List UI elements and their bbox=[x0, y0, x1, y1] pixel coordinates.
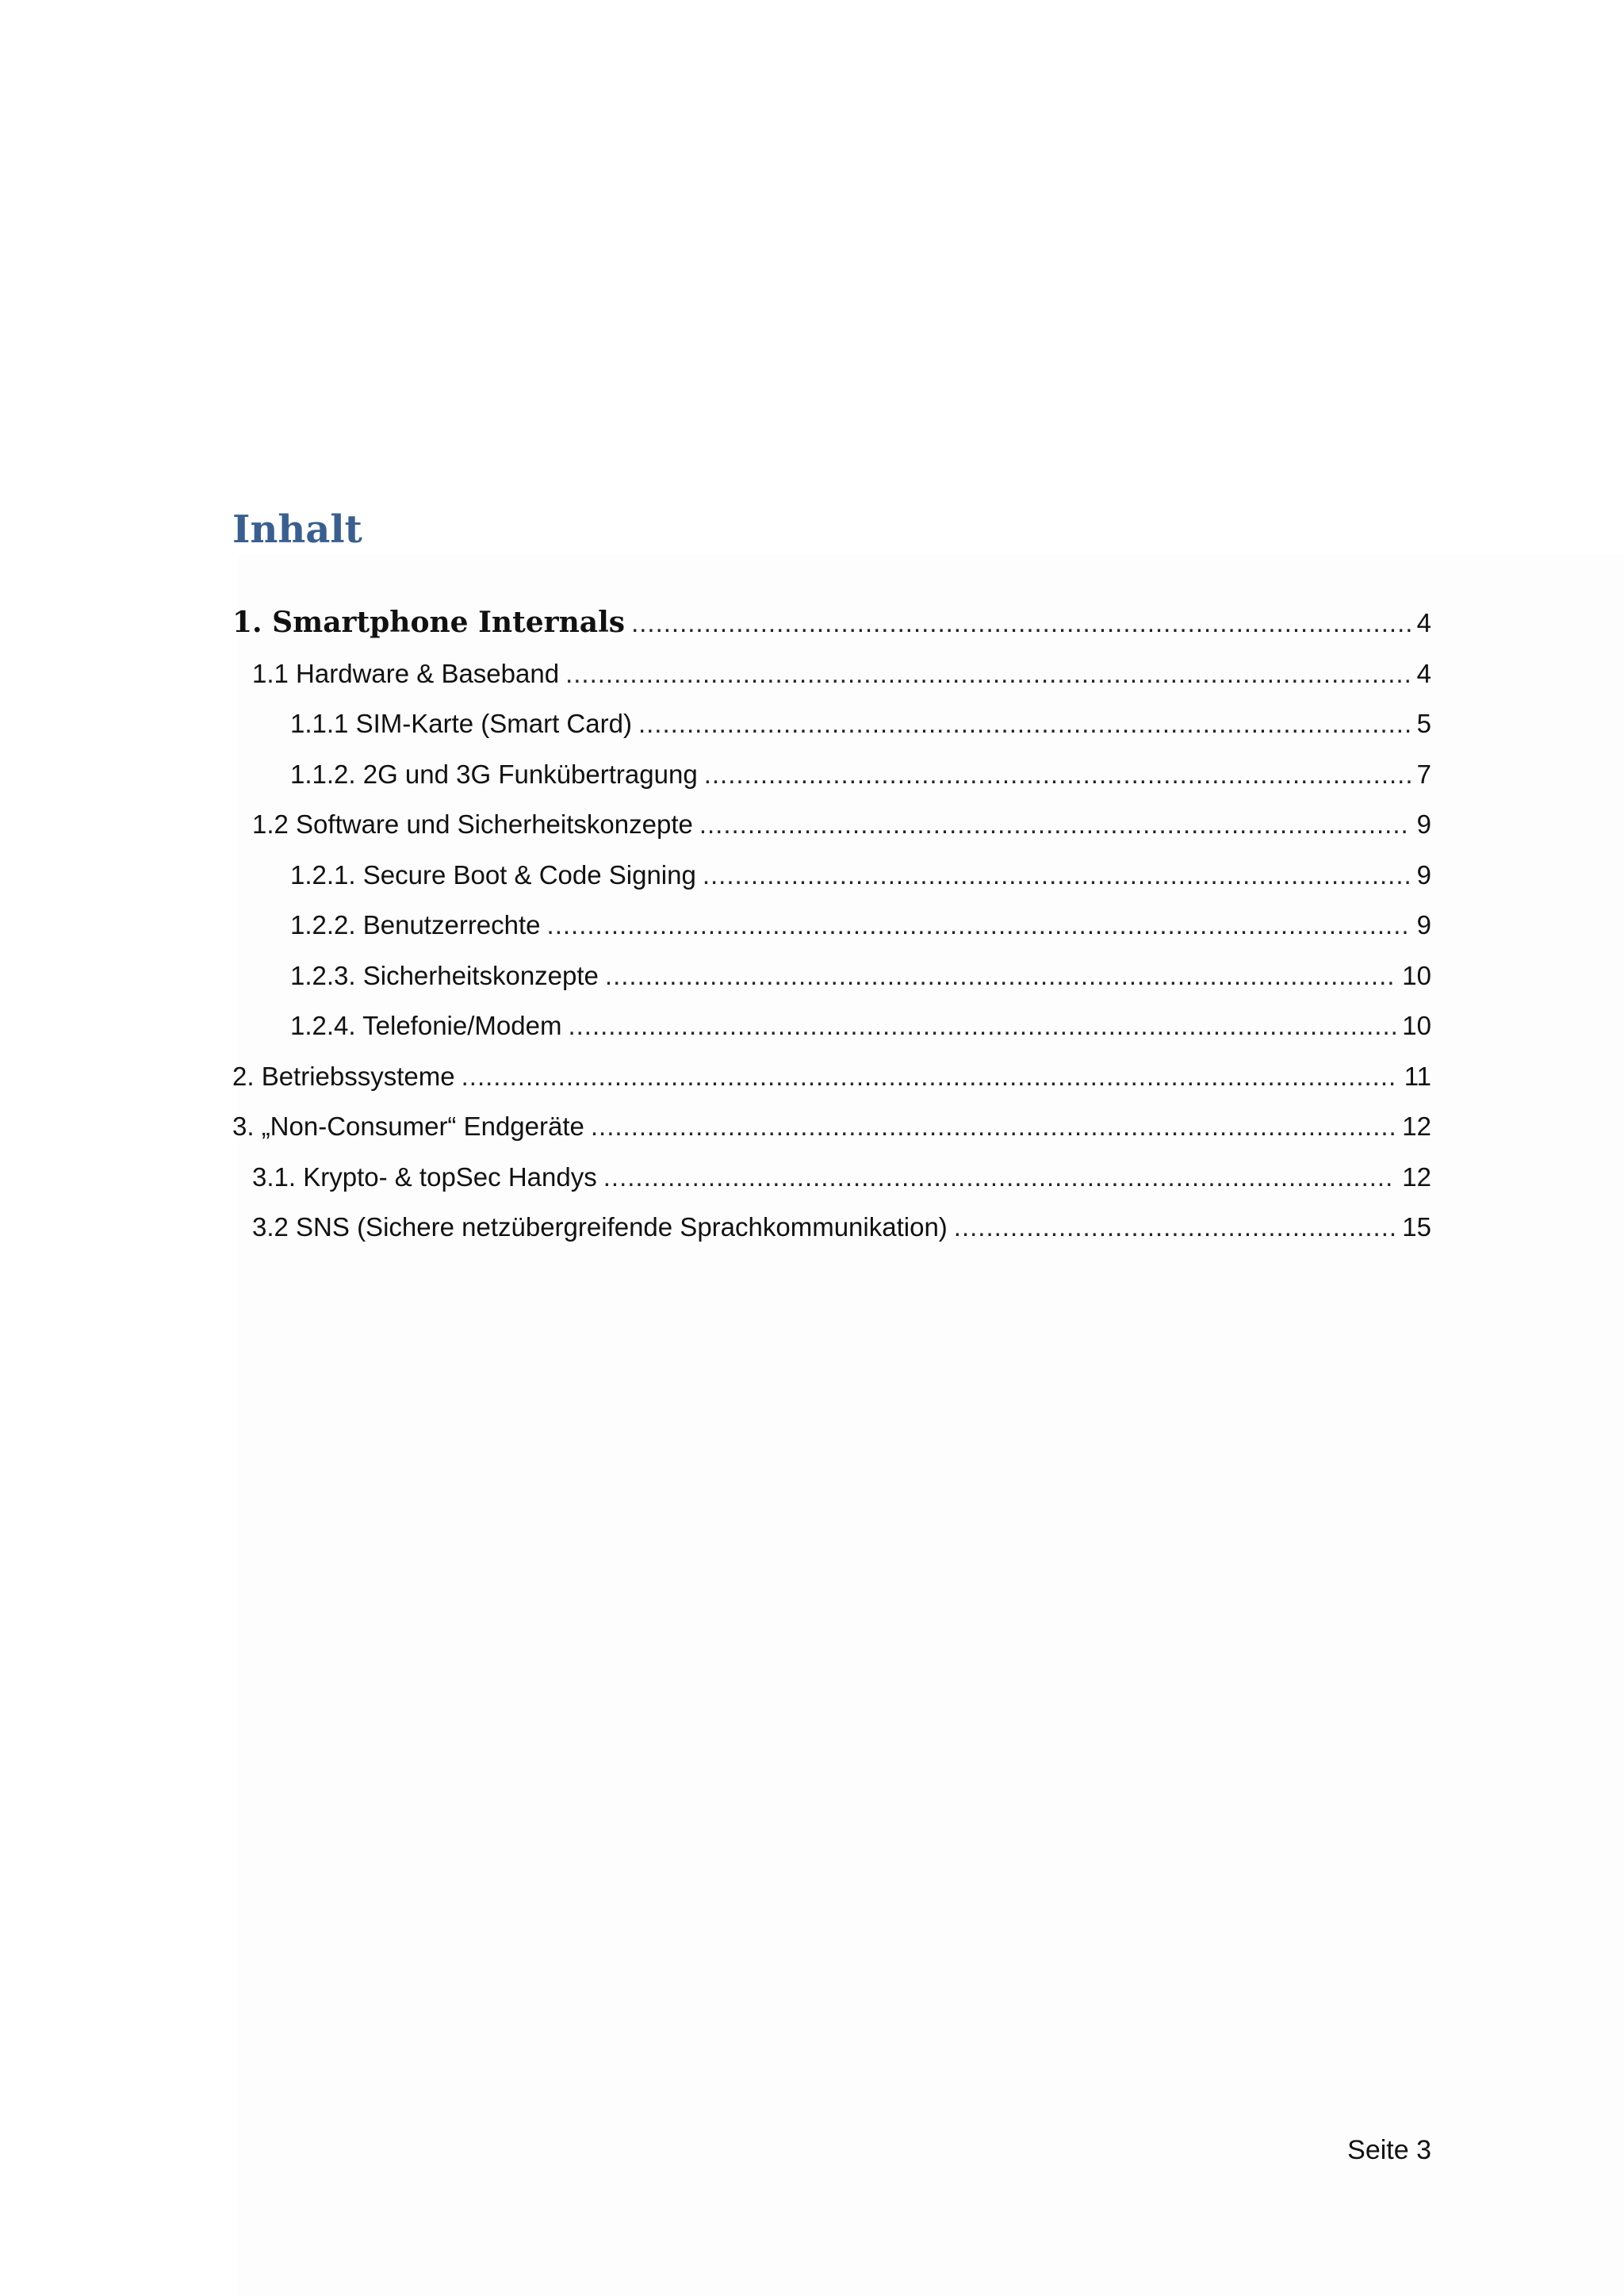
toc-dot-leader bbox=[547, 900, 1411, 951]
toc-page-number[interactable]: 5 bbox=[1416, 709, 1431, 738]
toc-dot-leader bbox=[603, 1152, 1396, 1203]
toc-page-number[interactable]: 10 bbox=[1402, 1011, 1431, 1040]
toc-page-number[interactable]: 4 bbox=[1416, 608, 1431, 637]
toc-entry-sicherheitskonzepte[interactable] bbox=[232, 951, 1431, 1001]
toc-dot-leader bbox=[704, 749, 1411, 800]
toc-dot-leader bbox=[699, 799, 1411, 850]
toc-dot-leader bbox=[568, 1001, 1396, 1051]
toc-entry-title[interactable]: 1.2.3. Sicherheitskonzepte bbox=[290, 960, 599, 990]
toc-dot-leader bbox=[565, 649, 1411, 699]
toc-entry-smartphone-internals[interactable] bbox=[232, 598, 1431, 649]
toc-entry-title[interactable]: 1.2.4. Telefonie/Modem bbox=[290, 1011, 562, 1040]
toc-entry-sim-karte[interactable] bbox=[232, 698, 1431, 749]
toc-entry-betriebssysteme[interactable] bbox=[232, 1051, 1431, 1102]
toc-entry-title[interactable]: 1.2 Software und Sicherheitskonzepte bbox=[252, 809, 693, 839]
toc-entry-sns[interactable] bbox=[232, 1202, 1431, 1253]
toc-entry-benutzerrechte[interactable] bbox=[232, 900, 1431, 951]
toc-entry-title[interactable]: 1. Smartphone Internals bbox=[232, 606, 626, 639]
toc-dot-leader bbox=[591, 1101, 1396, 1152]
toc-page-number[interactable]: 9 bbox=[1416, 910, 1431, 939]
toc-entry-krypto-topsec[interactable] bbox=[232, 1152, 1431, 1203]
toc-page-number[interactable]: 7 bbox=[1416, 759, 1431, 789]
toc-entry-telefonie-modem[interactable] bbox=[232, 1001, 1431, 1051]
toc-page-number[interactable]: 9 bbox=[1416, 859, 1431, 890]
toc-dot-leader bbox=[631, 598, 1411, 649]
toc-entry-title[interactable]: 1.1.1 SIM-Karte (Smart Card) bbox=[290, 709, 632, 738]
toc-heading: Inhalt bbox=[232, 507, 362, 552]
toc-entry-title[interactable]: 3.1. Krypto- & topSec Handys bbox=[252, 1161, 597, 1192]
toc-entry-hardware-baseband[interactable] bbox=[232, 649, 1431, 699]
toc-page-number[interactable]: 12 bbox=[1402, 1112, 1431, 1141]
page-number-footer: Seite 3 bbox=[1347, 2135, 1431, 2165]
toc-page-number[interactable]: 9 bbox=[1416, 809, 1431, 839]
toc-entry-title[interactable]: 2. Betriebssysteme bbox=[232, 1061, 455, 1091]
toc-entry-funkuebertragung[interactable] bbox=[232, 749, 1431, 800]
toc-page-number[interactable]: 15 bbox=[1402, 1212, 1431, 1242]
toc-page-number[interactable]: 10 bbox=[1402, 960, 1431, 990]
toc-entry-title[interactable]: 3. „Non-Consumer“ Endgeräte bbox=[232, 1112, 584, 1141]
toc-dot-leader bbox=[462, 1051, 1398, 1102]
toc-dot-leader bbox=[703, 850, 1411, 901]
toc-entry-title[interactable]: 1.1.2. 2G und 3G Funkübertragung bbox=[290, 759, 698, 789]
toc-page-number[interactable]: 12 bbox=[1402, 1161, 1431, 1192]
toc-page-number[interactable]: 11 bbox=[1404, 1061, 1431, 1091]
toc-entry-title[interactable]: 3.2 SNS (Sichere netzübergreifende Sprachkommunikation) bbox=[252, 1212, 948, 1242]
toc-entry-software-sicherheitskonzepte[interactable] bbox=[232, 799, 1431, 850]
toc-dot-leader bbox=[638, 698, 1411, 749]
toc-dot-leader bbox=[954, 1202, 1396, 1253]
toc-entry-title[interactable]: 1.2.2. Benutzerrechte bbox=[290, 910, 541, 939]
toc-entry-title[interactable]: 1.1 Hardware & Baseband bbox=[252, 658, 560, 688]
toc-page-number[interactable]: 4 bbox=[1416, 658, 1431, 688]
toc-dot-leader bbox=[605, 951, 1396, 1001]
toc-entry-non-consumer-endgeraete[interactable] bbox=[232, 1101, 1431, 1152]
toc-entry-title[interactable]: 1.2.1. Secure Boot & Code Signing bbox=[290, 859, 696, 890]
table-of-contents bbox=[232, 598, 1431, 1253]
toc-entry-secure-boot[interactable] bbox=[232, 850, 1431, 901]
